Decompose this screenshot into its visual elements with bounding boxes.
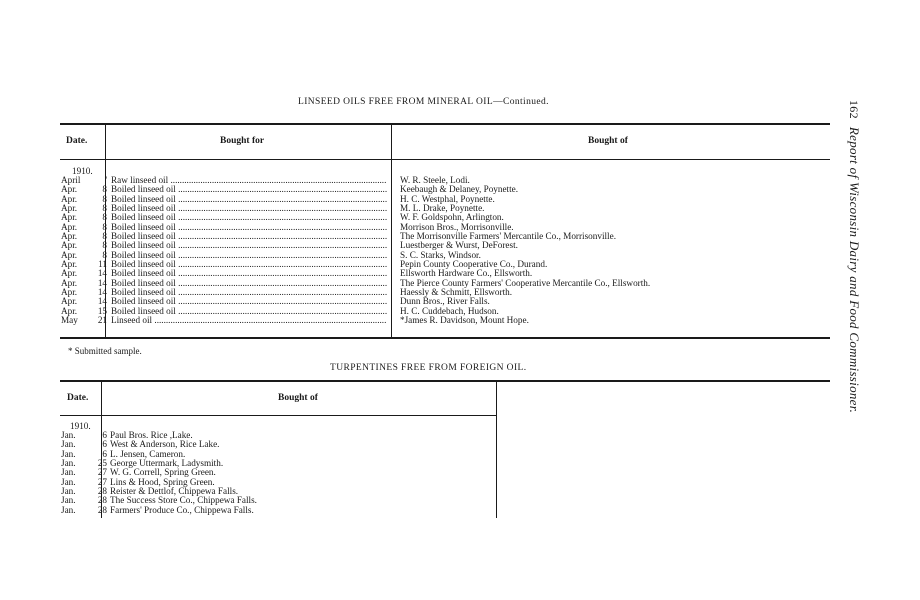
bought-of-cell: W. R. Steele, Lodi. — [400, 175, 470, 185]
bought-of-cell: H. C. Cuddebach, Hudson. — [400, 305, 499, 316]
date-month: Apr. — [61, 231, 78, 242]
date-month: Apr. — [61, 221, 78, 232]
date-day: 14 — [97, 277, 107, 288]
bought-of-cell: *James R. Davidson, Mount Hope. — [400, 315, 529, 326]
table-row-bought-for — [111, 232, 387, 241]
bought-of-cell: The Success Store Co., Chippewa Falls. — [110, 495, 257, 506]
date-month: Jan. — [61, 467, 76, 478]
turpentine-header-date: Date. — [67, 393, 89, 403]
bought-of-cell: Paul Bros. Rice ,Lake. — [110, 430, 193, 440]
date-month: Jan. — [61, 495, 76, 506]
bought-for-cell: Boiled linseed oil ..... — [111, 213, 387, 222]
date-month: Jan. — [61, 430, 76, 440]
date-month: Jan. — [61, 486, 76, 497]
date-day: 15 — [97, 305, 107, 316]
turpentine-header-rule — [60, 415, 496, 416]
bought-for-cell: Boiled linseed oil ..... — [111, 297, 387, 306]
bought-of-cell: S. C. Starks, Windsor. — [400, 249, 481, 260]
date-month: Apr. — [61, 184, 78, 195]
turpentine-year: 1910. — [70, 421, 91, 431]
linseed-header-bought-for: Bought for — [220, 136, 265, 146]
turpentine-caption: TURPENTINES FREE FROM FOREIGN OIL. — [330, 363, 527, 373]
table-row-bought-for — [111, 251, 387, 260]
date-day: 14 — [97, 287, 107, 298]
table-row-bought-for — [111, 269, 387, 278]
date-day: 8 — [102, 184, 107, 195]
linseed-caption: LINSEED OILS FREE FROM MINERAL OIL—Continued. — [298, 97, 549, 107]
table-row-date — [61, 316, 107, 325]
bought-of-cell: George Uttermark, Ladysmith. — [110, 458, 224, 469]
date-day: 6 — [102, 448, 107, 459]
running-head-title: Report of Wisconsin Dairy and Food Commissioner. — [847, 126, 862, 414]
bought-of-cell: Keebaugh & Delaney, Poynette. — [400, 184, 519, 195]
table-row-bought-for — [111, 223, 387, 232]
linseed-bottom-rule — [60, 337, 830, 339]
date-day: 14 — [97, 296, 107, 307]
linseed-col-divider-2 — [391, 124, 392, 337]
bought-of-cell: Reister & Dettlof, Chippewa Falls. — [110, 486, 239, 497]
date-month: Jan. — [61, 448, 76, 459]
date-day: 27 — [97, 467, 107, 478]
bought-of-cell: M. L. Drake, Poynette. — [400, 203, 485, 214]
bought-of-cell: H. C. Westphal, Poynette. — [400, 193, 495, 204]
linseed-bought-of-column — [400, 176, 825, 326]
date-month: Apr. — [61, 212, 78, 223]
date-day: 14 — [97, 268, 107, 279]
date-day: 21 — [97, 315, 107, 326]
bought-of-cell: Haessly & Schmitt, Ellsworth. — [400, 287, 513, 298]
bought-of-cell: Lins & Hood, Spring Green. — [110, 476, 215, 487]
bought-for-cell: Boiled linseed oil ..... — [111, 288, 387, 297]
bought-for-cell: Boiled linseed oil ..... — [111, 223, 387, 232]
table-row-bought-for — [111, 176, 387, 185]
table-row-bought-for — [111, 279, 387, 288]
table-row-bought-for — [111, 185, 387, 194]
bought-for-cell: Boiled linseed oil ..... — [111, 195, 387, 204]
linseed-header-bought-of: Bought of — [588, 136, 628, 146]
bought-of-cell: Dunn Bros., River Falls. — [400, 296, 490, 307]
date-day: 11 — [98, 259, 107, 270]
date-month: Apr. — [61, 240, 78, 251]
table-row-bought-for — [111, 316, 387, 325]
table-row-bought-of — [110, 506, 490, 515]
date-month: Apr. — [61, 193, 78, 204]
turpentine-col-divider-2 — [496, 381, 497, 518]
date-day: 8 — [102, 212, 107, 223]
running-head — [846, 100, 862, 413]
linseed-year: 1910. — [72, 166, 93, 176]
date-day: 8 — [102, 221, 107, 232]
bought-of-cell: Farmers' Produce Co., Chippewa Falls. — [110, 504, 254, 515]
turpentine-date-column — [61, 431, 105, 515]
bought-of-cell: Pepin County Cooperative Co., Durand. — [400, 259, 548, 270]
bought-of-cell: Ellsworth Hardware Co., Ellsworth. — [400, 268, 533, 279]
bought-for-cell: Boiled linseed oil ..... — [111, 185, 387, 194]
bought-of-cell: Morrison Bros., Morrisonville. — [400, 221, 514, 232]
linseed-header-date: Date. — [66, 136, 88, 146]
bought-of-cell: Luestberger & Wurst, DeForest. — [400, 240, 518, 251]
bought-for-cell: Boiled linseed oil ..... — [111, 279, 387, 288]
bought-of-cell: W. F. Goldspohn, Arlington. — [400, 212, 504, 223]
date-day: 28 — [97, 486, 107, 497]
bought-for-cell: Boiled linseed oil ..... — [111, 269, 387, 278]
table-row-bought-for — [111, 213, 387, 222]
date-month: Apr. — [61, 296, 78, 307]
linseed-bought-for-column — [111, 176, 387, 326]
date-day: 28 — [97, 495, 107, 506]
linseed-top-rule — [60, 123, 830, 125]
table-row-bought-for — [111, 297, 387, 306]
date-day: ' — [105, 175, 107, 185]
date-month: Apr. — [61, 259, 78, 270]
date-month: Jan. — [61, 439, 76, 450]
table-row-date — [61, 506, 105, 515]
table-row-bought-for — [111, 288, 387, 297]
bought-for-cell: Boiled linseed oil ..... — [111, 260, 387, 269]
date-day: 28 — [97, 504, 107, 515]
bought-of-cell: The Pierce County Farmers' Cooperative Mercantile Co., Ellsworth. — [400, 277, 651, 288]
date-day: 27 — [97, 476, 107, 487]
turpentine-bought-of-column — [110, 431, 490, 515]
turpentine-top-rule — [60, 380, 830, 382]
bought-of-cell: West & Anderson, Rice Lake. — [110, 439, 220, 450]
date-day: 8 — [102, 203, 107, 214]
date-day: 25 — [97, 458, 107, 469]
date-month: Apr. — [61, 287, 78, 298]
date-month: Apr. — [61, 203, 78, 214]
date-day: 6 — [102, 439, 107, 450]
table-row-bought-for — [111, 307, 387, 316]
bought-for-cell: Raw linseed oil ..... — [111, 176, 387, 185]
date-month: April — [61, 175, 81, 185]
table-row-bought-of — [400, 316, 825, 325]
date-month: May — [61, 315, 78, 326]
table-row-bought-for — [111, 260, 387, 269]
bought-for-cell: Boiled linseed oil ..... — [111, 204, 387, 213]
linseed-header-rule — [60, 159, 830, 160]
date-day: 6 — [102, 430, 107, 440]
date-month: Jan. — [61, 504, 76, 515]
bought-for-cell: Boiled linseed oil ..... — [111, 241, 387, 250]
bought-for-cell: Boiled linseed oil ..... — [111, 307, 387, 316]
bought-of-cell: W. G. Correll, Spring Green. — [110, 467, 216, 478]
bought-of-cell: The Morrisonville Farmers' Mercantile Co., Morrisonville. — [400, 231, 616, 242]
bought-for-cell: Linseed oil ..... — [111, 316, 387, 325]
page-number: 162 — [847, 100, 861, 119]
bought-for-cell: Boiled linseed oil ..... — [111, 232, 387, 241]
turpentine-header-bought-of: Bought of — [278, 393, 318, 403]
date-month: Apr. — [61, 277, 78, 288]
date-month: Jan. — [61, 476, 76, 487]
bought-of-cell: L. Jensen, Cameron. — [110, 448, 186, 459]
date-month: Apr. — [61, 268, 78, 279]
table-row-bought-for — [111, 241, 387, 250]
date-month: Apr. — [61, 305, 78, 316]
linseed-date-column — [61, 176, 107, 326]
date-day: 8 — [102, 249, 107, 260]
table-row-bought-for — [111, 195, 387, 204]
date-month: Apr. — [61, 249, 78, 260]
bought-for-cell: Boiled linseed oil ..... — [111, 251, 387, 260]
date-month: Jan. — [61, 458, 76, 469]
date-day: 8 — [102, 193, 107, 204]
linseed-footnote: * Submitted sample. — [68, 346, 142, 356]
date-day: 8 — [102, 231, 107, 242]
date-day: 8 — [102, 240, 107, 251]
table-row-bought-for — [111, 204, 387, 213]
